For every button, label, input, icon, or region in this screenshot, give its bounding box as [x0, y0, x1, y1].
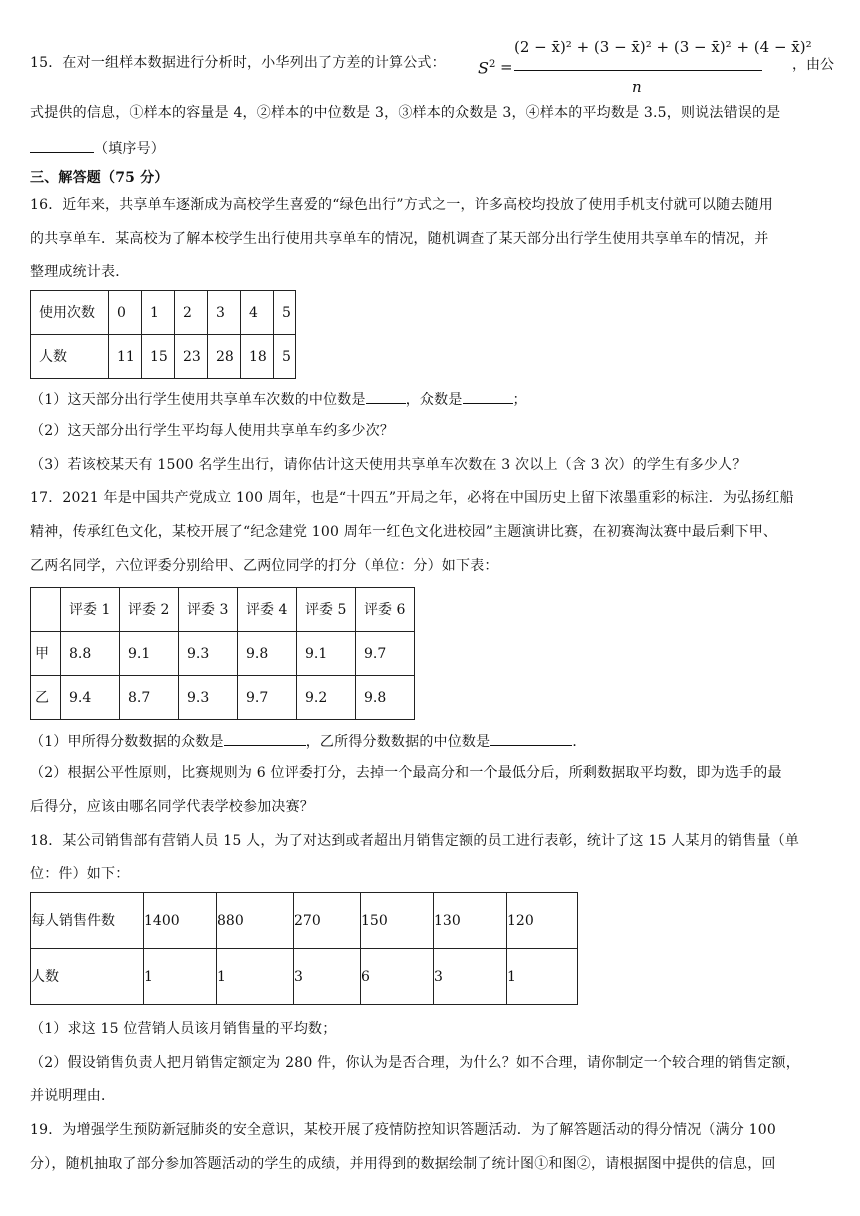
q18-line1: 18．某公司销售部有营销人员 15 人，为了对达到或者超出月销售定额的员工进行表彰，统计了这 15 人某月的销售量（单 — [30, 833, 800, 849]
answer-blank[interactable] — [224, 733, 306, 746]
table-cell: 9.8 — [238, 632, 297, 676]
table-cell: 0 — [109, 291, 142, 335]
q17-table — [30, 587, 415, 720]
q17-part2a: （2）根据公平性原则，比赛规则为 6 位评委打分，去掉一个最高分和一个最低分后，所剩数据取平均数，即为选手的最 — [30, 765, 782, 781]
table-cell: 5 — [274, 291, 296, 335]
q16-part3: （3）若该校某天有 1500 名学生出行，请你估计这天使用共享单车次数在 3 次以上（含 3 次）的学生有多少人？ — [30, 457, 747, 473]
q17-part2b: 后得分，应该由哪名同学代表学校参加决赛？ — [30, 799, 314, 815]
table-cell: 评委 6 — [356, 588, 415, 632]
table-cell: 8.8 — [61, 632, 120, 676]
q17-line3: 乙两名同学，六位评委分别给甲、乙两位同学的打分（单位：分）如下表： — [30, 558, 499, 574]
table-cell: 9.8 — [356, 676, 415, 720]
table-cell: 1 — [142, 291, 175, 335]
table-cell: 评委 1 — [61, 588, 120, 632]
table-row — [31, 588, 415, 632]
table-cell: 每人销售件数 — [31, 893, 144, 949]
answer-blank[interactable] — [463, 391, 513, 404]
formula-lhs: $S^2$ — [478, 58, 496, 78]
q15-intro: 15．在对一组样本数据进行分析时，小华列出了方差的计算公式： — [30, 55, 446, 71]
table-cell: 5 — [274, 335, 296, 379]
table-cell: 2 — [175, 291, 208, 335]
q15-line2: 式提供的信息，①样本的容量是 4，②样本的中位数是 3，③样本的众数是 3，④样本的平均数是 3.5，则说法错误的是 — [30, 105, 781, 121]
table-cell — [31, 588, 61, 632]
q18-line2: 位：件）如下： — [30, 866, 130, 882]
table-cell: 评委 5 — [297, 588, 356, 632]
q18-part2a: （2）假设销售负责人把月销售定额定为 280 件，你认为是否合理，为什么？如不合理，请你制定一个较合理的销售定额， — [30, 1055, 800, 1071]
table-cell: 9.1 — [120, 632, 179, 676]
q18-part2b: 并说明理由． — [30, 1088, 116, 1104]
table-row — [31, 676, 415, 720]
table-cell: 评委 3 — [179, 588, 238, 632]
variance-formula — [478, 36, 812, 96]
q18-part1: （1）求这 15 位营销人员该月销售量的平均数； — [30, 1021, 337, 1037]
table-cell: 18 — [241, 335, 274, 379]
table-cell: 8.7 — [120, 676, 179, 720]
table-row — [31, 949, 578, 1005]
table-cell: 9.3 — [179, 676, 238, 720]
table-cell: 3 — [434, 949, 507, 1005]
table-cell: 甲 — [31, 632, 61, 676]
q16-line3: 整理成统计表． — [30, 264, 130, 280]
table-cell: 9.4 — [61, 676, 120, 720]
table-row — [31, 335, 296, 379]
table-cell: 880 — [217, 893, 294, 949]
table-cell: 1 — [507, 949, 578, 1005]
table-cell: 1400 — [144, 893, 217, 949]
table-cell: 人数 — [31, 335, 109, 379]
table-cell: 使用次数 — [31, 291, 109, 335]
q17-part1: （1）甲所得分数数据的众数是 ，乙所得分数数据的中位数是 ． — [30, 734, 587, 750]
q17-line1: 17．2021 年是中国共产党成立 100 周年，也是“十四五”开局之年，必将在中国历史上留下浓墨重彩的标注．为弘扬红船 — [30, 490, 794, 506]
table-cell: 1 — [144, 949, 217, 1005]
section-title: 三、解答题（75 分） — [30, 170, 169, 186]
table-cell: 9.1 — [297, 632, 356, 676]
q16-line1: 16．近年来，共享单车逐渐成为高校学生喜爱的“绿色出行”方式之一，许多高校均投放了使用手机支付就可以随去随用 — [30, 197, 773, 213]
table-cell: 9.2 — [297, 676, 356, 720]
table-cell: 11 — [109, 335, 142, 379]
q15-after-formula: ，由公 — [792, 57, 834, 73]
answer-blank[interactable] — [490, 733, 572, 746]
answer-blank[interactable] — [30, 140, 94, 153]
q15-line3: （填序号） — [30, 140, 165, 156]
q19-line1: 19．为增强学生预防新冠肺炎的安全意识，某校开展了疫情防控知识答题活动．为了解答题活动的得分情况（满分 100 — [30, 1122, 776, 1138]
table-cell: 3 — [294, 949, 361, 1005]
q18-table — [30, 892, 578, 1005]
q19-line2: 分），随机抽取了部分参加答题活动的学生的成绩，并用得到的数据绘制了统计图①和图②，请根据图中提供的信息，回 — [30, 1156, 776, 1172]
q16-line2: 的共享单车．某高校为了解本校学生出行使用共享单车的情况，随机调查了某天部分出行学生使用共享单车的情况，并 — [30, 231, 769, 247]
table-row — [31, 291, 296, 335]
table-cell: 9.7 — [356, 632, 415, 676]
q16-part1: （1）这天部分出行学生使用共享单车次数的中位数是 ，众数是 ； — [30, 392, 527, 408]
q16-part2: （2）这天部分出行学生平均每人使用共享单车约多少次？ — [30, 423, 395, 439]
table-cell: 150 — [361, 893, 434, 949]
formula-denominator: n — [632, 78, 642, 96]
table-cell: 评委 2 — [120, 588, 179, 632]
table-cell: 23 — [175, 335, 208, 379]
table-cell: 乙 — [31, 676, 61, 720]
table-cell: 1 — [217, 949, 294, 1005]
table-cell: 9.3 — [179, 632, 238, 676]
table-cell: 6 — [361, 949, 434, 1005]
q17-line2: 精神，传承红色文化，某校开展了“纪念建党 100 周年一红色文化进校园”主题演讲比赛，在初赛淘汰赛中最后剩下甲、 — [30, 524, 778, 540]
table-cell: 130 — [434, 893, 507, 949]
table-cell: 15 — [142, 335, 175, 379]
table-cell: 评委 4 — [238, 588, 297, 632]
answer-blank[interactable] — [366, 391, 406, 404]
table-cell: 3 — [208, 291, 241, 335]
table-cell: 28 — [208, 335, 241, 379]
table-row — [31, 893, 578, 949]
table-cell: 270 — [294, 893, 361, 949]
table-cell: 9.7 — [238, 676, 297, 720]
table-cell: 4 — [241, 291, 274, 335]
table-row — [31, 632, 415, 676]
formula-equals: = — [500, 58, 513, 76]
q16-table — [30, 290, 296, 379]
formula-numerator: (2 − x̄)² + (3 − x̄)² + (3 − x̄)² + (4 − x̄)² — [514, 38, 812, 56]
table-cell: 人数 — [31, 949, 144, 1005]
fraction-bar — [514, 70, 762, 71]
table-cell: 120 — [507, 893, 578, 949]
